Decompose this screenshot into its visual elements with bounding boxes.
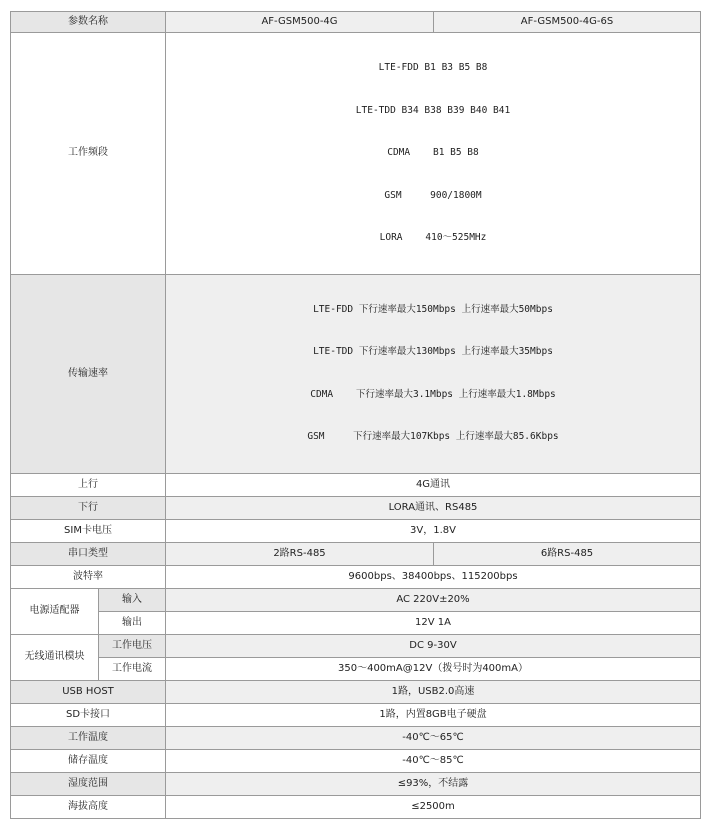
sim-voltage-value: 3V，1.8V xyxy=(166,519,701,542)
speed-line: GSM 下行速率最大107Kbps 上行速率最大85.6Kbps xyxy=(307,431,559,442)
frequency-label: 工作频段 xyxy=(11,33,166,275)
serial-row xyxy=(11,542,701,565)
frequency-line: LTE-TDD B34 B38 B39 B40 B41 xyxy=(355,104,511,116)
baud-value: 9600bps、38400bps、115200bps xyxy=(166,565,701,588)
usb-label: USB HOST xyxy=(11,680,166,703)
serial-value-b: 6路RS-485 xyxy=(434,542,701,565)
power-input-label: 输入 xyxy=(99,588,166,611)
power-input-row xyxy=(11,588,701,611)
frequency-line: GSM 900/1800M xyxy=(384,189,482,201)
downlink-label: 下行 xyxy=(11,496,166,519)
speed-line: CDMA 下行速率最大3.1Mbps 上行速率最大1.8Mbps xyxy=(310,388,556,400)
frequency-values xyxy=(166,33,701,275)
power-adapter-label: 电源适配器 xyxy=(11,588,99,634)
humidity-value: ≤93%，不结露 xyxy=(166,772,701,795)
work-temp-row xyxy=(11,726,701,749)
param-name-header: 参数名称 xyxy=(11,12,166,33)
serial-label: 串口类型 xyxy=(11,542,166,565)
serial-value-a: 2路RS-485 xyxy=(166,542,434,565)
storage-temp-row xyxy=(11,749,701,772)
wireless-voltage-value: DC 9-30V xyxy=(166,634,701,657)
frequency-line: CDMA B1 B5 B8 xyxy=(387,147,479,158)
altitude-row xyxy=(11,795,701,818)
wireless-current-label: 工作电流 xyxy=(99,657,166,680)
speed-line: LTE-TDD 下行速率最大130Mbps 上行速率最大35Mbps xyxy=(313,346,553,357)
speed-values xyxy=(166,274,701,473)
frequency-line: LTE-FDD B1 B3 B5 B8 xyxy=(378,62,488,73)
wireless-voltage-label: 工作电压 xyxy=(99,634,166,657)
uplink-value: 4G通讯 xyxy=(166,473,701,496)
sd-label: SD卡接口 xyxy=(11,703,166,726)
power-input-value: AC 220V±20% xyxy=(166,588,701,611)
humidity-label: 湿度范围 xyxy=(11,772,166,795)
speed-label: 传输速率 xyxy=(11,274,166,473)
humidity-row xyxy=(11,772,701,795)
downlink-value: LORA通讯、RS485 xyxy=(166,496,701,519)
usb-row xyxy=(11,680,701,703)
baud-label: 波特率 xyxy=(11,565,166,588)
baud-row xyxy=(11,565,701,588)
power-output-row xyxy=(11,611,701,634)
uplink-label: 上行 xyxy=(11,473,166,496)
speed-line: LTE-FDD 下行速率最大150Mbps 上行速率最大50Mbps xyxy=(313,303,553,315)
wireless-module-label: 无线通讯模块 xyxy=(11,634,99,680)
wireless-current-row xyxy=(11,657,701,680)
storage-temp-value: -40℃～85℃ xyxy=(166,749,701,772)
header-row xyxy=(11,12,701,33)
model-a-header: AF-GSM500-4G xyxy=(166,12,434,33)
wireless-current-value: 350～400mA@12V（拨号时为400mA） xyxy=(166,657,701,680)
power-output-label: 输出 xyxy=(99,611,166,634)
downlink-row xyxy=(11,496,701,519)
work-temp-value: -40℃～65℃ xyxy=(166,726,701,749)
model-b-header: AF-GSM500-4G-6S xyxy=(434,12,701,33)
altitude-value: ≤2500m xyxy=(166,795,701,818)
sd-value: 1路，内置8GB电子硬盘 xyxy=(166,703,701,726)
usb-value: 1路，USB2.0高速 xyxy=(166,680,701,703)
frequency-row xyxy=(11,33,701,275)
sd-row xyxy=(11,703,701,726)
spec-table xyxy=(10,11,701,819)
power-output-value: 12V 1A xyxy=(166,611,701,634)
frequency-line: LORA 410～525MHz xyxy=(379,232,487,243)
work-temp-label: 工作温度 xyxy=(11,726,166,749)
wireless-voltage-row xyxy=(11,634,701,657)
uplink-row xyxy=(11,473,701,496)
speed-row xyxy=(11,274,701,473)
storage-temp-label: 储存温度 xyxy=(11,749,166,772)
sim-voltage-row xyxy=(11,519,701,542)
sim-voltage-label: SIM卡电压 xyxy=(11,519,166,542)
altitude-label: 海拔高度 xyxy=(11,795,166,818)
